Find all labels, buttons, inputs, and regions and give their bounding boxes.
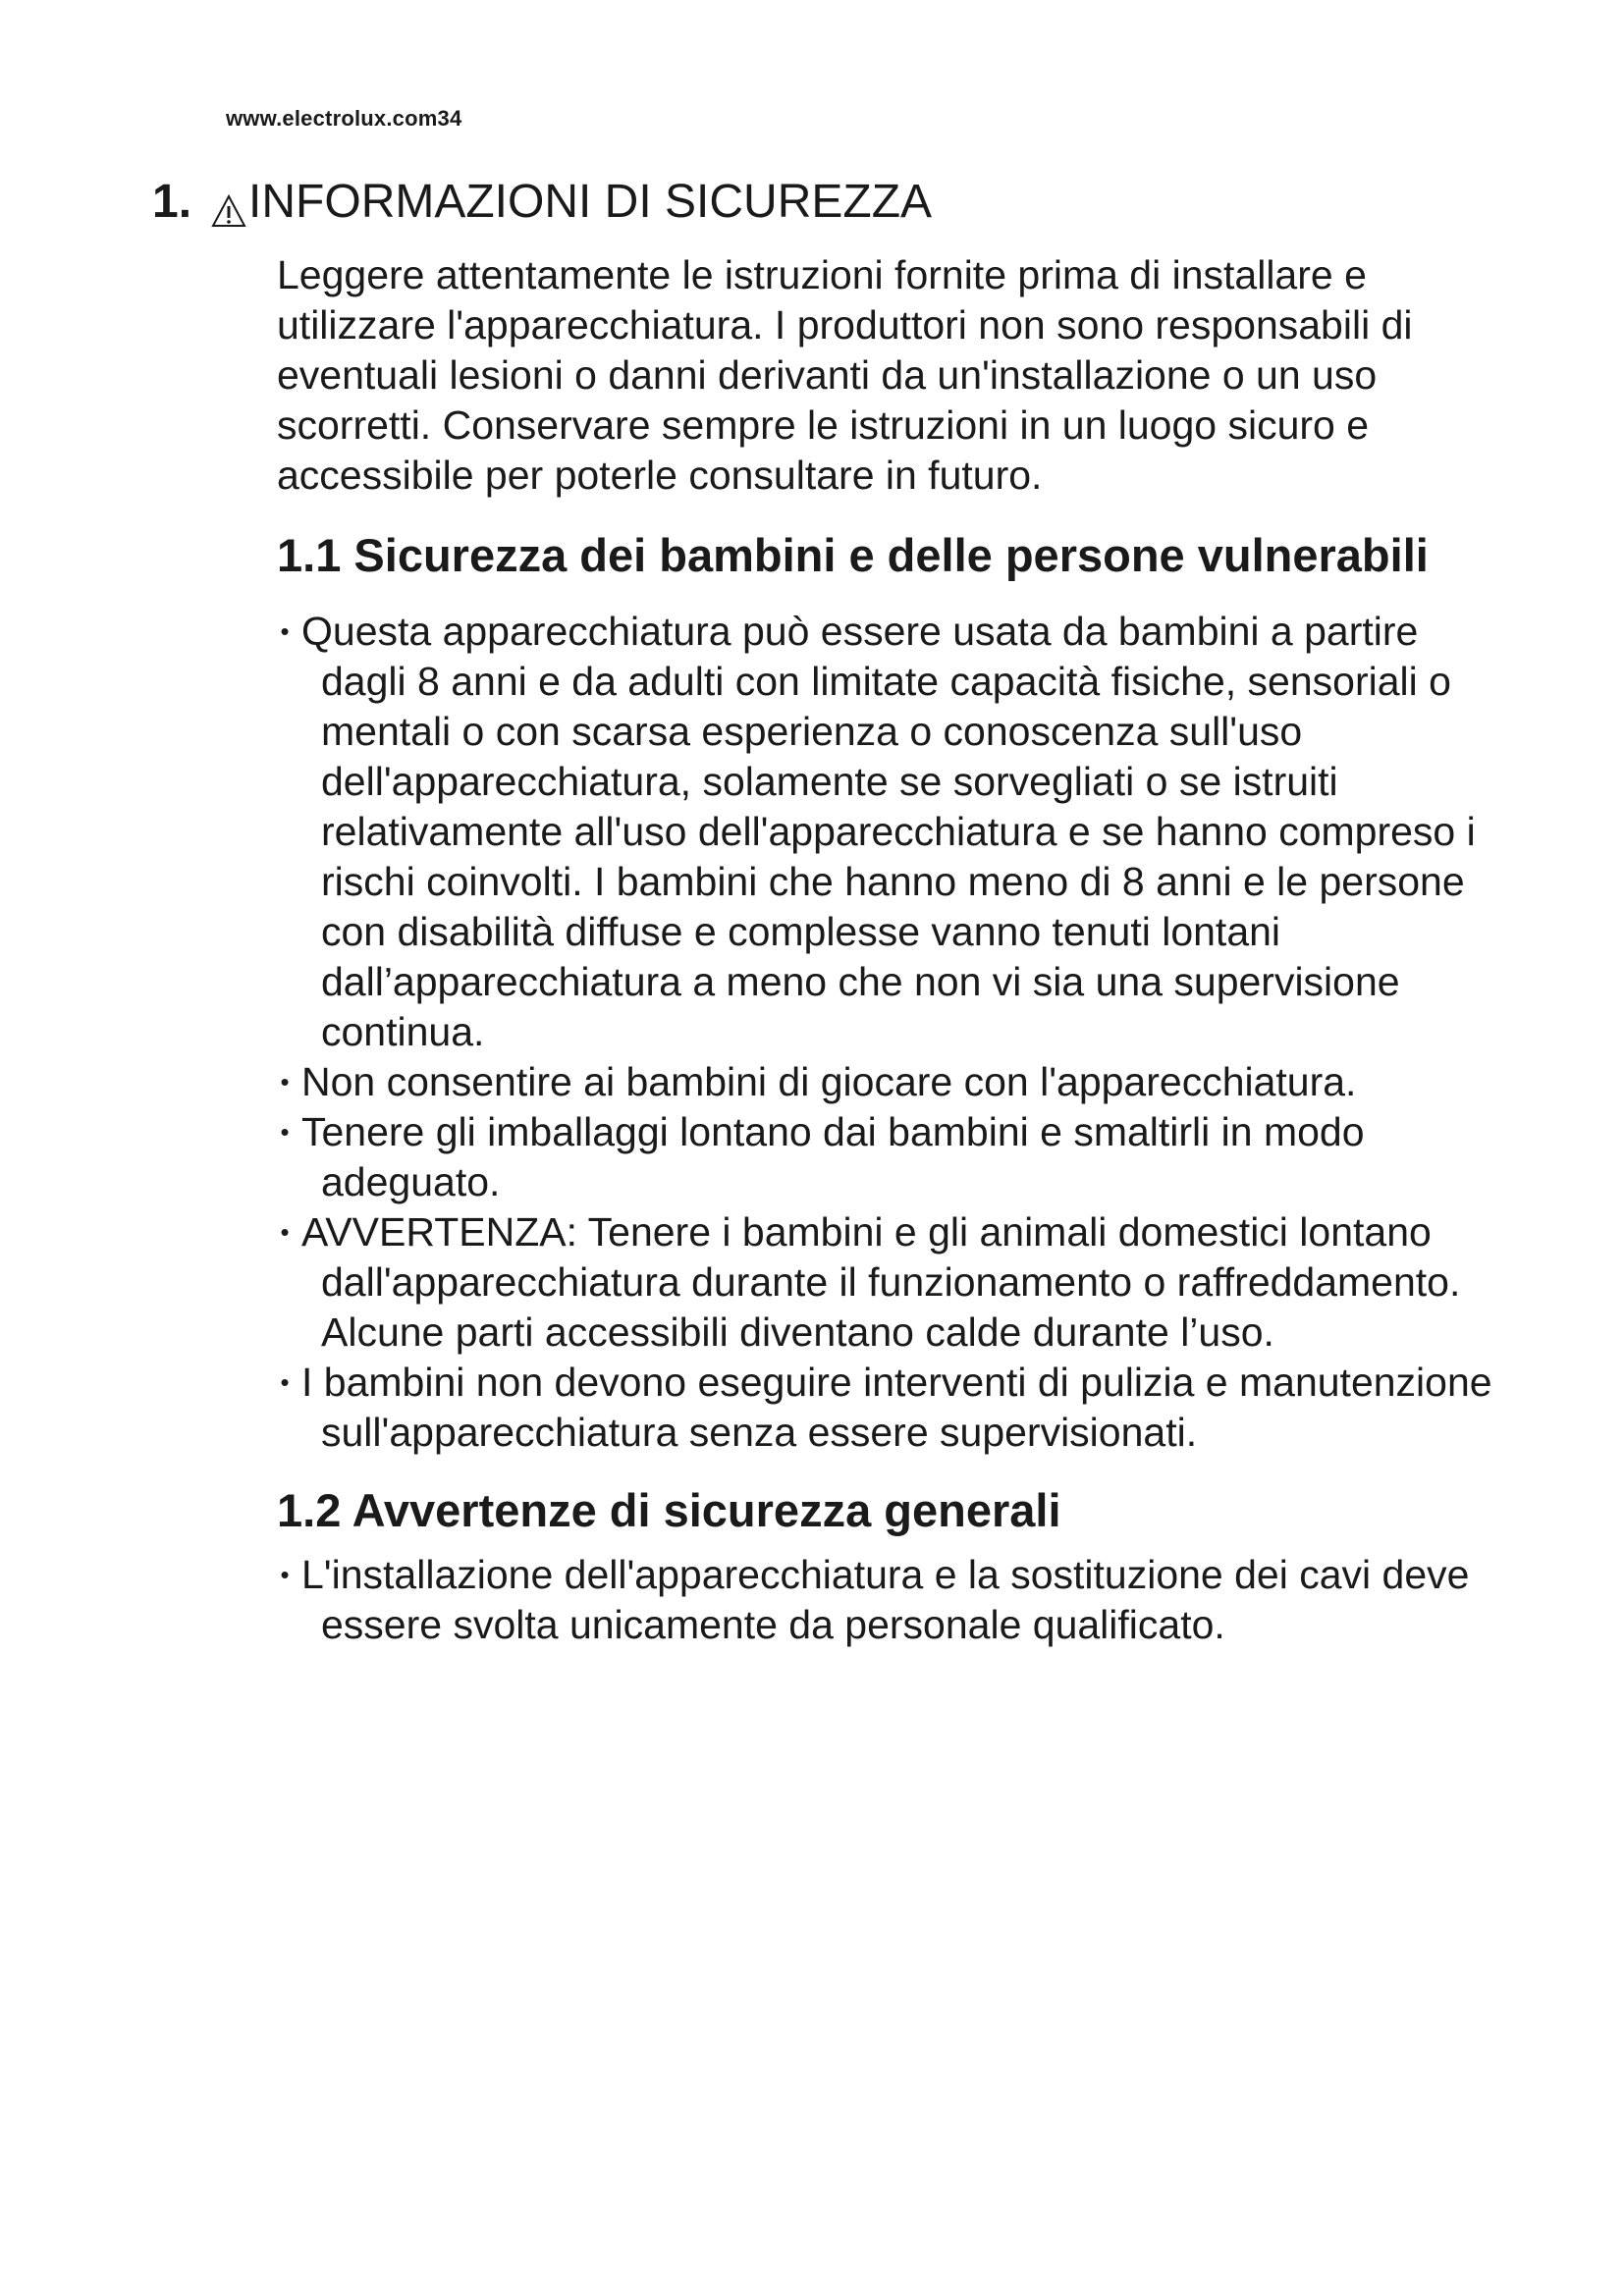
list-item (277, 1550, 1494, 1650)
section-title-text: Avvertenze di sicurezza generali (352, 1484, 1061, 1536)
list-item (277, 1057, 1494, 1107)
document-body (277, 250, 1494, 1650)
child-safety-list (277, 607, 1494, 1458)
chapter-heading: INFORMAZIONI DI SICUREZZA (248, 176, 933, 228)
bullet-dot: • (280, 1217, 290, 1247)
bullet-dot: • (280, 1560, 290, 1589)
section-1-2-title (277, 1485, 1494, 1536)
bullet-dot: • (280, 1067, 290, 1096)
list-item (277, 607, 1494, 1057)
chapter-title (152, 175, 932, 230)
bullet-dot: • (280, 616, 290, 646)
section-number: 1.2 (277, 1484, 342, 1536)
warning-triangle-icon (211, 187, 246, 222)
section-title-text: Sicurezza dei bambini e delle persone vulnerabili (353, 529, 1429, 581)
list-item-text: AVVERTENZA: Tenere i bambini e gli animali domestici lontano dall'apparecchiatura durante il funzionamento o raffreddamento. Alcune parti accessibili diventano calde durante l’uso. (301, 1209, 1461, 1355)
list-item-text: I bambini non devono eseguire interventi di pulizia e manutenzione sull'apparecchiatura senza essere supervisionati. (301, 1360, 1492, 1455)
list-item-text: Non consentire ai bambini di giocare con l'apparecchiatura. (301, 1059, 1357, 1104)
list-item (277, 1358, 1494, 1458)
list-item (277, 1207, 1494, 1358)
section-1-1-title (277, 530, 1494, 581)
section-number: 1.1 (277, 529, 342, 581)
general-safety-list (277, 1550, 1494, 1650)
list-item-text: Questa apparecchiatura può essere usata da bambini a partire dagli 8 anni e da adulti con limitate capacità fisiche, sensoriali o mentali o con scarsa esperienza o conoscenza sull'uso dell'apparecchiatura, solamente se sorvegliati o se istruiti relativamente all'uso dell'apparecchiatura e se hanno compreso i rischi coinvolti. I bambini che hanno meno di 8 anni e le persone con disabilità diffuse e complesse vanno tenuti lontani dall’apparecchiatura a meno che non vi sia una supervisione continua. (301, 609, 1476, 1054)
chapter-number: 1. (152, 176, 192, 228)
list-item-text: Tenere gli imballaggi lontano dai bambini e smaltirli in modo adeguato. (301, 1109, 1365, 1204)
header-url: www.electrolux.com34 (226, 106, 462, 131)
list-item-text: L'installazione dell'apparecchiatura e la sostituzione dei cavi deve essere svolta unicamente da personale qualificato. (301, 1552, 1470, 1647)
intro-paragraph: Leggere attentamente le istruzioni fornite prima di installare e utilizzare l'apparecchiatura. I produttori non sono responsabili di eventuali lesioni o danni derivanti da un'installazione o un uso scorretti. Conservare sempre le istruzioni in un luogo sicuro e accessibile per poterle consultare in futuro. (277, 252, 1413, 498)
bullet-dot: • (280, 1117, 290, 1147)
list-item (277, 1107, 1494, 1207)
bullet-dot: • (280, 1367, 290, 1397)
